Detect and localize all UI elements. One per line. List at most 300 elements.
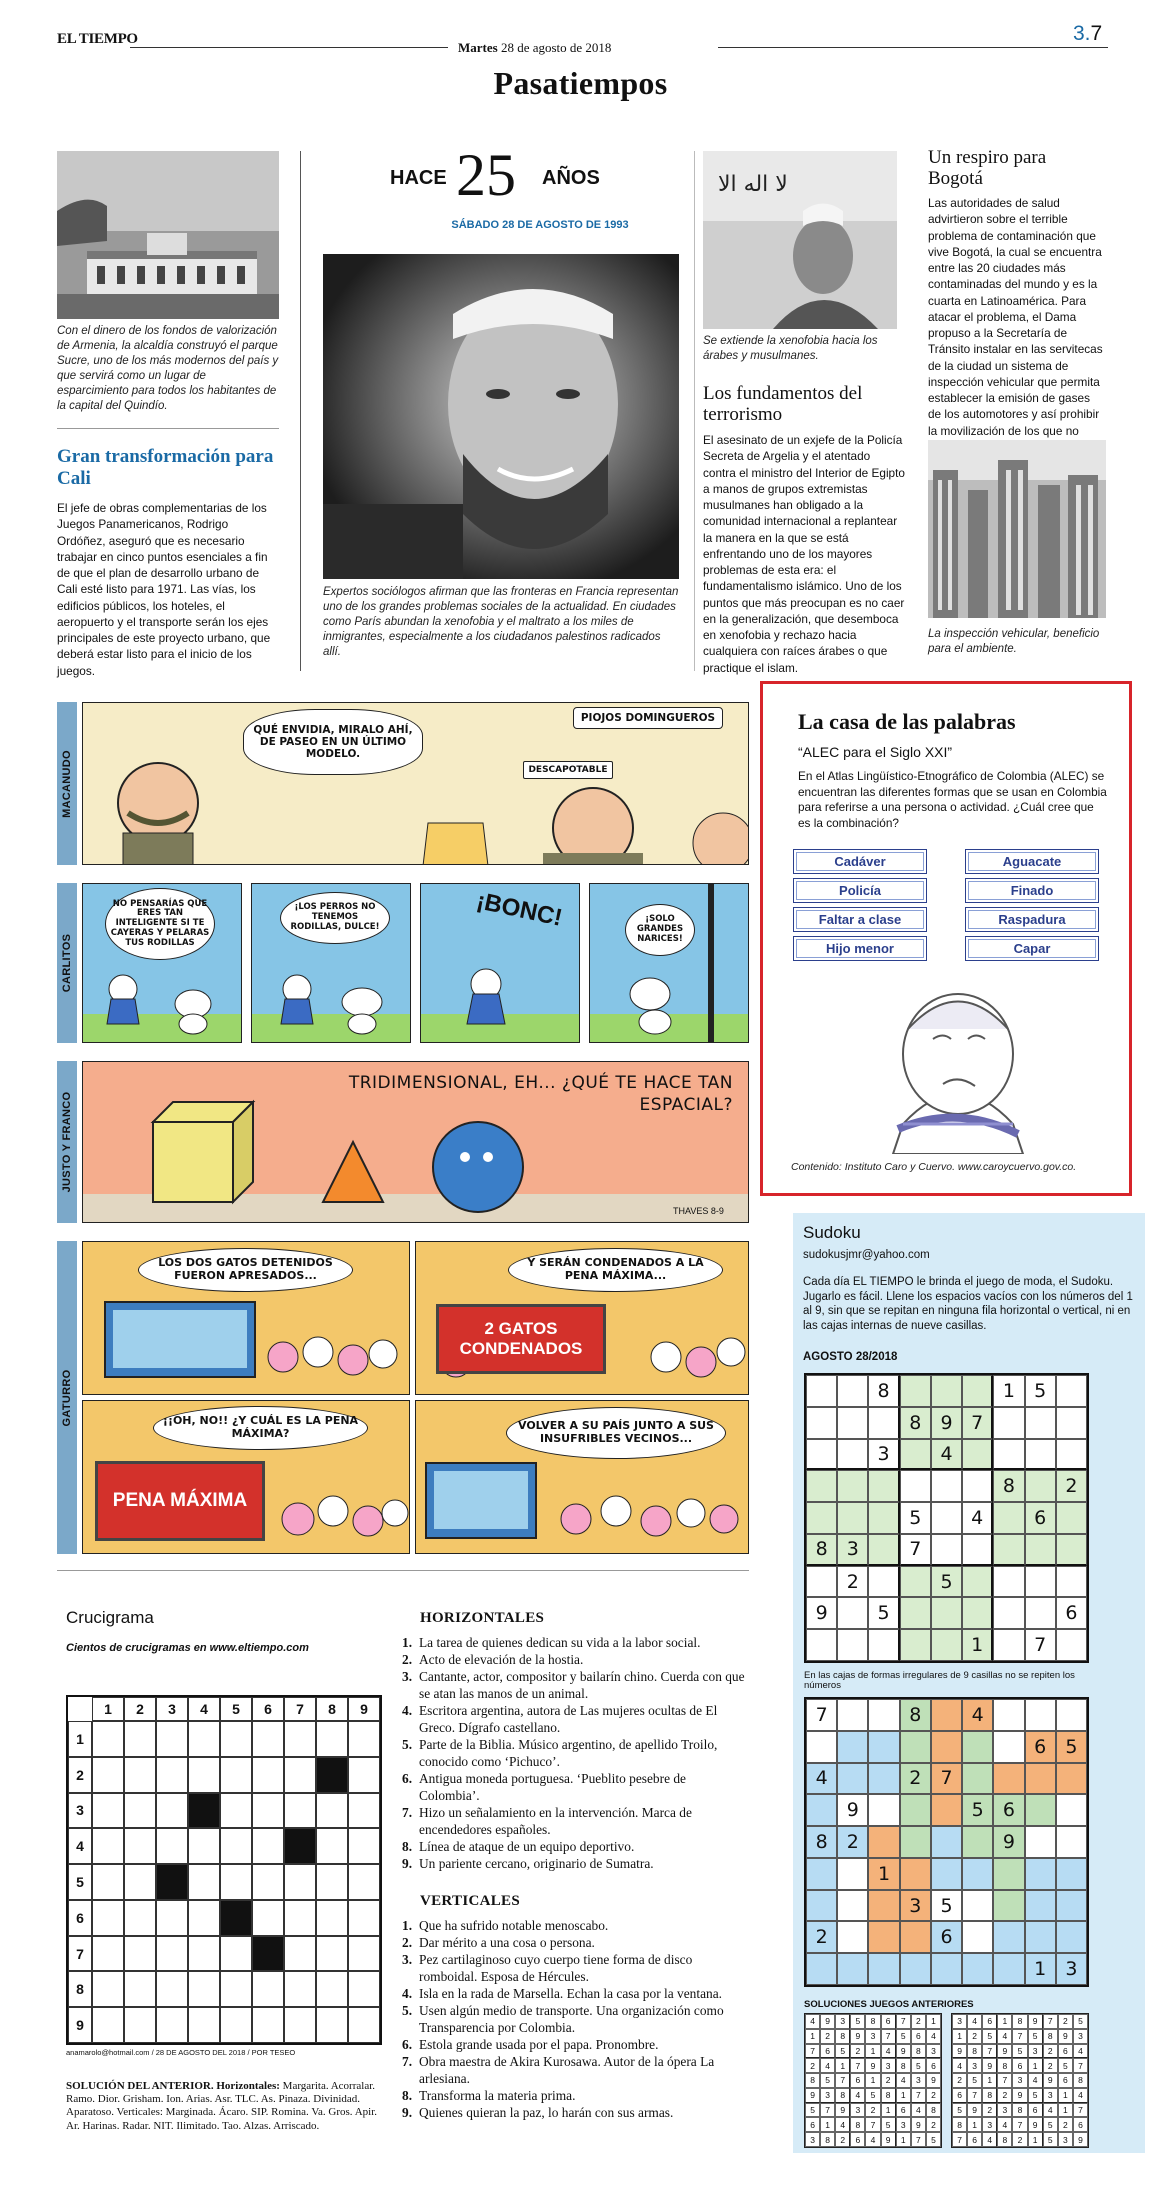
word-option[interactable]: Faltar a clase [793, 907, 927, 932]
sudoku-cell[interactable] [931, 1826, 962, 1858]
sudoku-cell[interactable] [931, 1470, 962, 1502]
sudoku-cell[interactable] [993, 1566, 1024, 1598]
sudoku-cell[interactable] [1056, 1375, 1087, 1407]
sudoku-cell[interactable] [837, 1890, 868, 1922]
crossword-cell[interactable] [316, 1936, 348, 1972]
crossword-cell[interactable] [284, 1864, 316, 1900]
crossword-cell[interactable] [188, 1757, 220, 1793]
sudoku-cell[interactable]: 8 [806, 1826, 837, 1858]
crossword-cell[interactable] [348, 1936, 380, 1972]
parque-sucre-photo [57, 151, 279, 319]
crossword-cell[interactable] [188, 1900, 220, 1936]
sudoku-cell[interactable]: 2 [900, 1763, 931, 1795]
sudoku-cell[interactable]: 6 [1025, 1502, 1056, 1534]
solution-cell: 5 [881, 2117, 896, 2132]
sudoku-cell[interactable]: 5 [962, 1794, 993, 1826]
crossword-cell[interactable] [188, 1936, 220, 1972]
sudoku-cell[interactable] [806, 1629, 837, 1661]
solution-cell: 9 [982, 2058, 997, 2073]
sudoku-cell[interactable] [993, 1597, 1024, 1629]
sudoku-cell[interactable]: 4 [962, 1502, 993, 1534]
sudoku-cell[interactable] [1056, 1534, 1087, 1566]
sudoku-cell[interactable] [837, 1502, 868, 1534]
solution-cell: 3 [820, 2088, 835, 2103]
crossword-cell[interactable] [316, 2007, 348, 2043]
crossword-cell[interactable] [252, 1757, 284, 1793]
sudoku-cell[interactable] [931, 1375, 962, 1407]
crossword-cell[interactable] [284, 1721, 316, 1757]
crossword-cell[interactable] [92, 1757, 124, 1793]
solution-cell: 3 [997, 2103, 1012, 2118]
sudoku-cell[interactable]: 3 [837, 1534, 868, 1566]
sudoku-cell[interactable] [900, 1794, 931, 1826]
solution-cell: 3 [926, 2044, 941, 2059]
sudoku-cell[interactable]: 2 [1056, 1470, 1087, 1502]
sudoku-cell[interactable] [993, 1502, 1024, 1534]
sudoku-cell[interactable] [837, 1731, 868, 1763]
sudoku-cell[interactable] [1056, 1794, 1087, 1826]
crossword-cell[interactable] [156, 1864, 188, 1900]
solution-cell: 7 [805, 2044, 820, 2059]
sudoku-cell[interactable] [962, 1534, 993, 1566]
carlitos-art-1 [83, 884, 242, 1043]
sudoku-cell[interactable]: 4 [806, 1763, 837, 1795]
solution-cell: 5 [1028, 2029, 1043, 2044]
sudoku-cell[interactable] [868, 1921, 899, 1953]
sudoku-cell[interactable]: 8 [900, 1699, 931, 1731]
sudoku-cell[interactable]: 6 [931, 1921, 962, 1953]
crossword-cell[interactable] [348, 1971, 380, 2007]
sudoku-cell[interactable]: 2 [837, 1826, 868, 1858]
gaturro-panel-2 [415, 1241, 749, 1395]
crossword-cell[interactable] [348, 1828, 380, 1864]
sudoku-cell[interactable] [993, 1858, 1024, 1890]
crossword-col-header: 2 [124, 1697, 156, 1721]
sudoku-cell[interactable] [931, 1953, 962, 1985]
solution-cell: 2 [926, 2088, 941, 2103]
sudoku-cell[interactable] [1025, 1699, 1056, 1731]
sudoku-cell[interactable] [931, 1597, 962, 1629]
sudoku-cell[interactable] [1056, 1566, 1087, 1598]
crossword-cell[interactable] [220, 1864, 252, 1900]
crossword-cell[interactable] [220, 1793, 252, 1829]
sudoku-cell[interactable] [900, 1731, 931, 1763]
crossword-cell[interactable] [220, 1721, 252, 1757]
crossword-cell[interactable] [92, 2007, 124, 2043]
sudoku-cell[interactable] [1025, 1826, 1056, 1858]
crossword-cell[interactable] [124, 2007, 156, 2043]
solution-cell: 2 [805, 2058, 820, 2073]
gaturro-panel-3 [82, 1400, 410, 1554]
solution-cell: 1 [881, 2103, 896, 2118]
sudoku-cell[interactable] [868, 1731, 899, 1763]
crossword-cell[interactable] [124, 1757, 156, 1793]
sudoku-cell[interactable] [1025, 1439, 1056, 1471]
sudoku-cell[interactable] [837, 1763, 868, 1795]
sudoku-cell[interactable] [837, 1375, 868, 1407]
sudoku-cell[interactable]: 9 [806, 1597, 837, 1629]
sudoku-cell[interactable] [1025, 1534, 1056, 1566]
sudoku-cell[interactable]: 8 [806, 1534, 837, 1566]
sudoku-cell[interactable] [806, 1953, 837, 1985]
sudoku-cell[interactable] [1025, 1566, 1056, 1598]
crossword-cell[interactable] [252, 1900, 284, 1936]
sudoku-cell[interactable] [993, 1763, 1024, 1795]
crossword-cell[interactable] [124, 1971, 156, 2007]
crossword-cell[interactable] [252, 1971, 284, 2007]
sudoku-cell[interactable]: 3 [900, 1890, 931, 1922]
word-option[interactable]: Finado [965, 878, 1099, 903]
sudoku-cell[interactable] [837, 1439, 868, 1471]
crossword-cell[interactable] [348, 1757, 380, 1793]
sudoku-cell[interactable] [868, 1826, 899, 1858]
sudoku-cell[interactable]: 7 [962, 1407, 993, 1439]
sudoku-cell[interactable] [900, 1953, 931, 1985]
crossword-cell[interactable] [124, 1900, 156, 1936]
sudoku-cell[interactable]: 9 [993, 1826, 1024, 1858]
sudoku-cell[interactable] [962, 1890, 993, 1922]
crossword-cell[interactable] [156, 1971, 188, 2007]
crossword-cell[interactable] [92, 1828, 124, 1864]
solution-cell: 9 [1012, 2088, 1027, 2103]
crossword-cell[interactable] [348, 1900, 380, 1936]
crossword-cell[interactable] [316, 1721, 348, 1757]
solution-cell: 3 [865, 2029, 880, 2044]
sudoku-cell[interactable] [837, 1699, 868, 1731]
sudoku-solution-1 [804, 2013, 942, 2148]
solution-cell: 4 [1073, 2088, 1088, 2103]
crossword-cell[interactable] [124, 1864, 156, 1900]
sudoku-cell[interactable] [837, 1921, 868, 1953]
crossword-cell[interactable] [156, 1721, 188, 1757]
sudoku-cell[interactable] [1056, 1890, 1087, 1922]
crossword-cell[interactable] [284, 1971, 316, 2007]
sudoku-cell[interactable] [806, 1731, 837, 1763]
gaturro-balloon-2: Y SERÁN CONDENADOS A LA PENA MÁXIMA... [508, 1248, 723, 1292]
sudoku-cell[interactable] [868, 1470, 899, 1502]
solution-cell: 7 [865, 2117, 880, 2132]
crossword-cell[interactable] [316, 1864, 348, 1900]
sudoku-cell[interactable] [1056, 1826, 1087, 1858]
sudoku-cell[interactable] [1025, 1470, 1056, 1502]
sudoku-cell[interactable]: 5 [1056, 1731, 1087, 1763]
sudoku-cell[interactable] [993, 1407, 1024, 1439]
sudoku-cell[interactable] [900, 1439, 931, 1471]
crossword-row-header: 4 [68, 1828, 92, 1864]
header-date: Martes 28 de agosto de 2018 [458, 40, 612, 55]
crossword-cell[interactable] [316, 1757, 348, 1793]
word-option[interactable]: Capar [965, 936, 1099, 961]
sudoku-cell[interactable]: 2 [806, 1921, 837, 1953]
sudoku-cell[interactable] [900, 1375, 931, 1407]
crossword-cell[interactable] [348, 1864, 380, 1900]
sudoku-cell[interactable] [868, 1763, 899, 1795]
sudoku-cell[interactable] [868, 1953, 899, 1985]
sudoku-cell[interactable]: 1 [868, 1858, 899, 1890]
crossword-cell[interactable] [252, 1793, 284, 1829]
sudoku-cell[interactable] [806, 1375, 837, 1407]
sudoku-cell[interactable]: 6 [1025, 1731, 1056, 1763]
solution-cell: 3 [805, 2132, 820, 2147]
crossword-cell[interactable] [284, 1793, 316, 1829]
sudoku-cell[interactable] [962, 1858, 993, 1890]
sudoku-cell[interactable] [900, 1566, 931, 1598]
crossword-cell[interactable] [220, 1900, 252, 1936]
sudoku-cell[interactable] [1025, 1921, 1056, 1953]
solution-cell: 2 [850, 2044, 865, 2059]
sudoku-cell[interactable] [837, 1597, 868, 1629]
solution-cell: 8 [820, 2132, 835, 2147]
sudoku-cell[interactable] [868, 1794, 899, 1826]
sudoku-cell[interactable] [1025, 1763, 1056, 1795]
sudoku-cell[interactable] [837, 1629, 868, 1661]
sudoku-cell[interactable] [868, 1502, 899, 1534]
crucigrama-title: Crucigrama [66, 1608, 154, 1627]
word-option[interactable]: Policía [793, 878, 927, 903]
palabras-credit: Contenido: Instituto Caro y Cuervo. www.caroycuervo.gov.co. [791, 1161, 1077, 1173]
solution-cell: 1 [865, 2073, 880, 2088]
sudoku-cell[interactable] [993, 1439, 1024, 1471]
crossword-cell[interactable] [284, 1900, 316, 1936]
sudoku-cell[interactable] [837, 1470, 868, 1502]
sudoku-cell[interactable] [931, 1794, 962, 1826]
solution-cell: 9 [850, 2029, 865, 2044]
sudoku-cell[interactable]: 5 [900, 1502, 931, 1534]
sudoku-cell[interactable] [900, 1858, 931, 1890]
sudoku-cell[interactable] [962, 1953, 993, 1985]
sudoku-cell[interactable]: 7 [900, 1534, 931, 1566]
sudoku-cell[interactable]: 5 [1025, 1375, 1056, 1407]
sudoku-cell[interactable] [931, 1629, 962, 1661]
sudoku-cell[interactable]: 1 [993, 1375, 1024, 1407]
crossword-cell[interactable] [252, 1864, 284, 1900]
sudoku-cell[interactable]: 4 [931, 1439, 962, 1471]
sudoku-cell[interactable]: 5 [931, 1566, 962, 1598]
sudoku-cell[interactable] [1025, 1890, 1056, 1922]
respiro-body: Las autoridades de salud advirtieron sobre el terrible problema de contaminación que vive Bogotá, la cual se encuentra entre las 20 ciudades más contaminadas del mundo y es la cuarta en Latinoamérica. Para atacar el problema, el Dama propuso a la Secretaría de Tránsito instalar en las servitecas de la ciudad un sistema de inspección vehicular que permita establecer la emisión de gases de los automotores y así prohibir la movilización de los que no [928, 196, 1103, 438]
crossword-cell[interactable] [252, 1828, 284, 1864]
crossword-cell[interactable] [92, 1900, 124, 1936]
sudoku-cell[interactable]: 8 [868, 1375, 899, 1407]
solution-cell: 5 [967, 2073, 982, 2088]
sudoku-cell[interactable] [806, 1407, 837, 1439]
crossword-cell[interactable] [348, 1721, 380, 1757]
sudoku-cell[interactable] [962, 1470, 993, 1502]
carlitos-balloon-4: ¡SOLO GRANDES NARICES! [625, 904, 695, 956]
crossword-cell[interactable] [124, 1936, 156, 1972]
solution-cell: 9 [865, 2058, 880, 2073]
crossword-cell[interactable] [284, 2007, 316, 2043]
solution-cell: 9 [926, 2073, 941, 2088]
sudoku-cell[interactable] [993, 1953, 1024, 1985]
sudoku-cell[interactable] [900, 1826, 931, 1858]
crossword-cell[interactable] [188, 1721, 220, 1757]
sudoku-cell[interactable] [931, 1534, 962, 1566]
sudoku-cell[interactable]: 1 [962, 1629, 993, 1661]
sudoku-cell[interactable] [868, 1629, 899, 1661]
solution-cell: 1 [896, 2088, 911, 2103]
word-option[interactable]: Hijo menor [793, 936, 927, 961]
solution-cell: 6 [926, 2058, 941, 2073]
sudoku-cell[interactable] [837, 1858, 868, 1890]
sudoku-cell[interactable]: 8 [993, 1470, 1024, 1502]
sudoku-cell[interactable] [962, 1731, 993, 1763]
sudoku-cell[interactable]: 6 [1056, 1597, 1087, 1629]
sudoku-cell[interactable] [1025, 1597, 1056, 1629]
sudoku-cell[interactable]: 7 [931, 1763, 962, 1795]
sudoku-cell[interactable] [806, 1794, 837, 1826]
clue-item: 4. Escritora argentina, autora de Las mujeres ocultas de El Greco. Dígrafo castellano. [402, 1703, 718, 1736]
crossword-cell[interactable] [156, 1828, 188, 1864]
sudoku-cell[interactable] [868, 1534, 899, 1566]
clue-item: 3. Cantante, actor, compositor y bailarín chino. Cuerda con que se atan las manos de un animal. [402, 1669, 745, 1702]
sudoku-cell[interactable] [806, 1890, 837, 1922]
word-option[interactable]: Aguacate [965, 849, 1099, 874]
sudoku-cell[interactable] [1056, 1629, 1087, 1661]
word-option[interactable]: Cadáver [793, 849, 927, 874]
sudoku-cell[interactable]: 5 [868, 1597, 899, 1629]
sudoku-cell[interactable] [1056, 1439, 1087, 1471]
sudoku-cell[interactable] [993, 1699, 1024, 1731]
crossword-cell[interactable] [316, 1793, 348, 1829]
sudoku-cell[interactable] [962, 1375, 993, 1407]
crossword-cell[interactable] [348, 2007, 380, 2043]
sudoku-cell[interactable] [1056, 1921, 1087, 1953]
sudoku-cell[interactable] [1056, 1763, 1087, 1795]
sudoku-cell[interactable] [1056, 1858, 1087, 1890]
respiro-title: Un respiro para Bogotá [928, 147, 1047, 189]
sudoku-cell[interactable] [1025, 1407, 1056, 1439]
crossword-cell[interactable] [284, 1936, 316, 1972]
sudoku-cell[interactable]: 9 [931, 1407, 962, 1439]
sudoku-cell[interactable]: 4 [962, 1699, 993, 1731]
crossword-cell[interactable] [348, 1793, 380, 1829]
sudoku-cell[interactable] [806, 1566, 837, 1598]
crossword-cell[interactable] [156, 1900, 188, 1936]
sudoku-cell[interactable] [931, 1699, 962, 1731]
sudoku-cell[interactable] [868, 1566, 899, 1598]
crossword-cell[interactable] [284, 1757, 316, 1793]
sudoku-cell[interactable] [993, 1731, 1024, 1763]
crossword-cell[interactable] [124, 1828, 156, 1864]
clue-item: 5. Parte de la Biblia. Músico argentino, de apellido Troilo, conocido como ‘Pichuco’. [402, 1737, 718, 1770]
crossword-cell[interactable] [252, 2007, 284, 2043]
sudoku-cell[interactable] [1056, 1502, 1087, 1534]
crucigrama-footer: anamarolo@hotmail.com / 28 DE AGOSTO DEL 2018 / POR TESEO [66, 2048, 296, 2057]
crossword-cell[interactable] [316, 1971, 348, 2007]
crossword-cell[interactable] [124, 1793, 156, 1829]
sudoku-cell[interactable] [993, 1534, 1024, 1566]
crossword-col-header: 8 [316, 1697, 348, 1721]
sudoku-cell[interactable] [1025, 1794, 1056, 1826]
crossword-cell[interactable] [188, 2007, 220, 2043]
sudoku-cell[interactable]: 3 [868, 1439, 899, 1471]
sudoku-cell[interactable] [900, 1597, 931, 1629]
sudoku-cell[interactable] [962, 1597, 993, 1629]
crossword-cell[interactable] [156, 1757, 188, 1793]
sudoku-cell[interactable]: 7 [1025, 1629, 1056, 1661]
sudoku-cell[interactable] [806, 1439, 837, 1471]
sudoku-cell[interactable] [806, 1502, 837, 1534]
sudoku-cell[interactable] [1056, 1699, 1087, 1731]
crossword-cell[interactable] [316, 1828, 348, 1864]
sudoku-cell[interactable]: 7 [806, 1699, 837, 1731]
crossword-cell[interactable] [92, 1971, 124, 2007]
crossword-cell[interactable] [188, 1828, 220, 1864]
sudoku-cell[interactable] [931, 1858, 962, 1890]
solution-cell: 7 [835, 2073, 850, 2088]
crossword-cell[interactable] [92, 1793, 124, 1829]
solution-cell: 8 [982, 2088, 997, 2103]
crossword-cell[interactable] [220, 1936, 252, 1972]
crossword-cell[interactable] [188, 1793, 220, 1829]
sudoku-cell[interactable] [900, 1470, 931, 1502]
sudoku-cell[interactable] [962, 1763, 993, 1795]
crossword-cell[interactable] [220, 1757, 252, 1793]
sudoku-cell[interactable] [900, 1921, 931, 1953]
crossword-cell[interactable] [316, 1900, 348, 1936]
crossword-cell[interactable] [156, 2007, 188, 2043]
crossword-cell[interactable] [252, 1721, 284, 1757]
sudoku-cell[interactable] [806, 1858, 837, 1890]
sudoku-cell[interactable] [900, 1629, 931, 1661]
word-option[interactable]: Raspadura [965, 907, 1099, 932]
crossword-cell[interactable] [92, 1864, 124, 1900]
crossword-cell[interactable] [220, 2007, 252, 2043]
clue-item: 2. Dar mérito a una cosa o persona. [402, 1935, 595, 1951]
crossword-cell[interactable] [92, 1721, 124, 1757]
sudoku-cell[interactable]: 1 [1025, 1953, 1056, 1985]
crossword-cell[interactable] [124, 1721, 156, 1757]
crossword-cell[interactable] [220, 1828, 252, 1864]
sudoku-cell[interactable] [868, 1699, 899, 1731]
sudoku-cell[interactable] [931, 1502, 962, 1534]
crossword-cell[interactable] [220, 1971, 252, 2007]
crossword-cell[interactable] [156, 1793, 188, 1829]
sudoku-cell[interactable]: 3 [1056, 1953, 1087, 1985]
sudoku-cell[interactable] [993, 1629, 1024, 1661]
sudoku-cell[interactable] [837, 1407, 868, 1439]
sudoku-cell[interactable] [962, 1566, 993, 1598]
sudoku-cell[interactable] [931, 1731, 962, 1763]
sudoku-cell[interactable] [868, 1407, 899, 1439]
justo-strip [82, 1061, 749, 1223]
crossword-cell[interactable] [188, 1971, 220, 2007]
crossword-cell[interactable] [92, 1936, 124, 1972]
sudoku-date: AGOSTO 28/2018 [803, 1351, 898, 1363]
solution-cell: 4 [1043, 2103, 1058, 2118]
sudoku-cell[interactable] [962, 1826, 993, 1858]
sudoku-cell[interactable] [837, 1953, 868, 1985]
sudoku-cell[interactable]: 6 [993, 1794, 1024, 1826]
sudoku-cell[interactable]: 5 [931, 1890, 962, 1922]
sudoku-cell[interactable]: 8 [900, 1407, 931, 1439]
sudoku-cell[interactable] [993, 1921, 1024, 1953]
sudoku-cell[interactable]: 2 [837, 1566, 868, 1598]
crossword-cell[interactable] [156, 1936, 188, 1972]
sudoku-cell[interactable] [1056, 1407, 1087, 1439]
sudoku-cell[interactable]: 9 [837, 1794, 868, 1826]
sudoku-cell[interactable] [993, 1890, 1024, 1922]
sudoku-cell[interactable] [868, 1890, 899, 1922]
crossword-cell[interactable] [188, 1864, 220, 1900]
sudoku-cell[interactable] [962, 1439, 993, 1471]
crossword-cell[interactable] [252, 1936, 284, 1972]
sudoku-cell[interactable] [806, 1470, 837, 1502]
sudoku-cell[interactable] [962, 1921, 993, 1953]
sudoku-cell[interactable] [1025, 1858, 1056, 1890]
crossword-cell[interactable] [284, 1828, 316, 1864]
